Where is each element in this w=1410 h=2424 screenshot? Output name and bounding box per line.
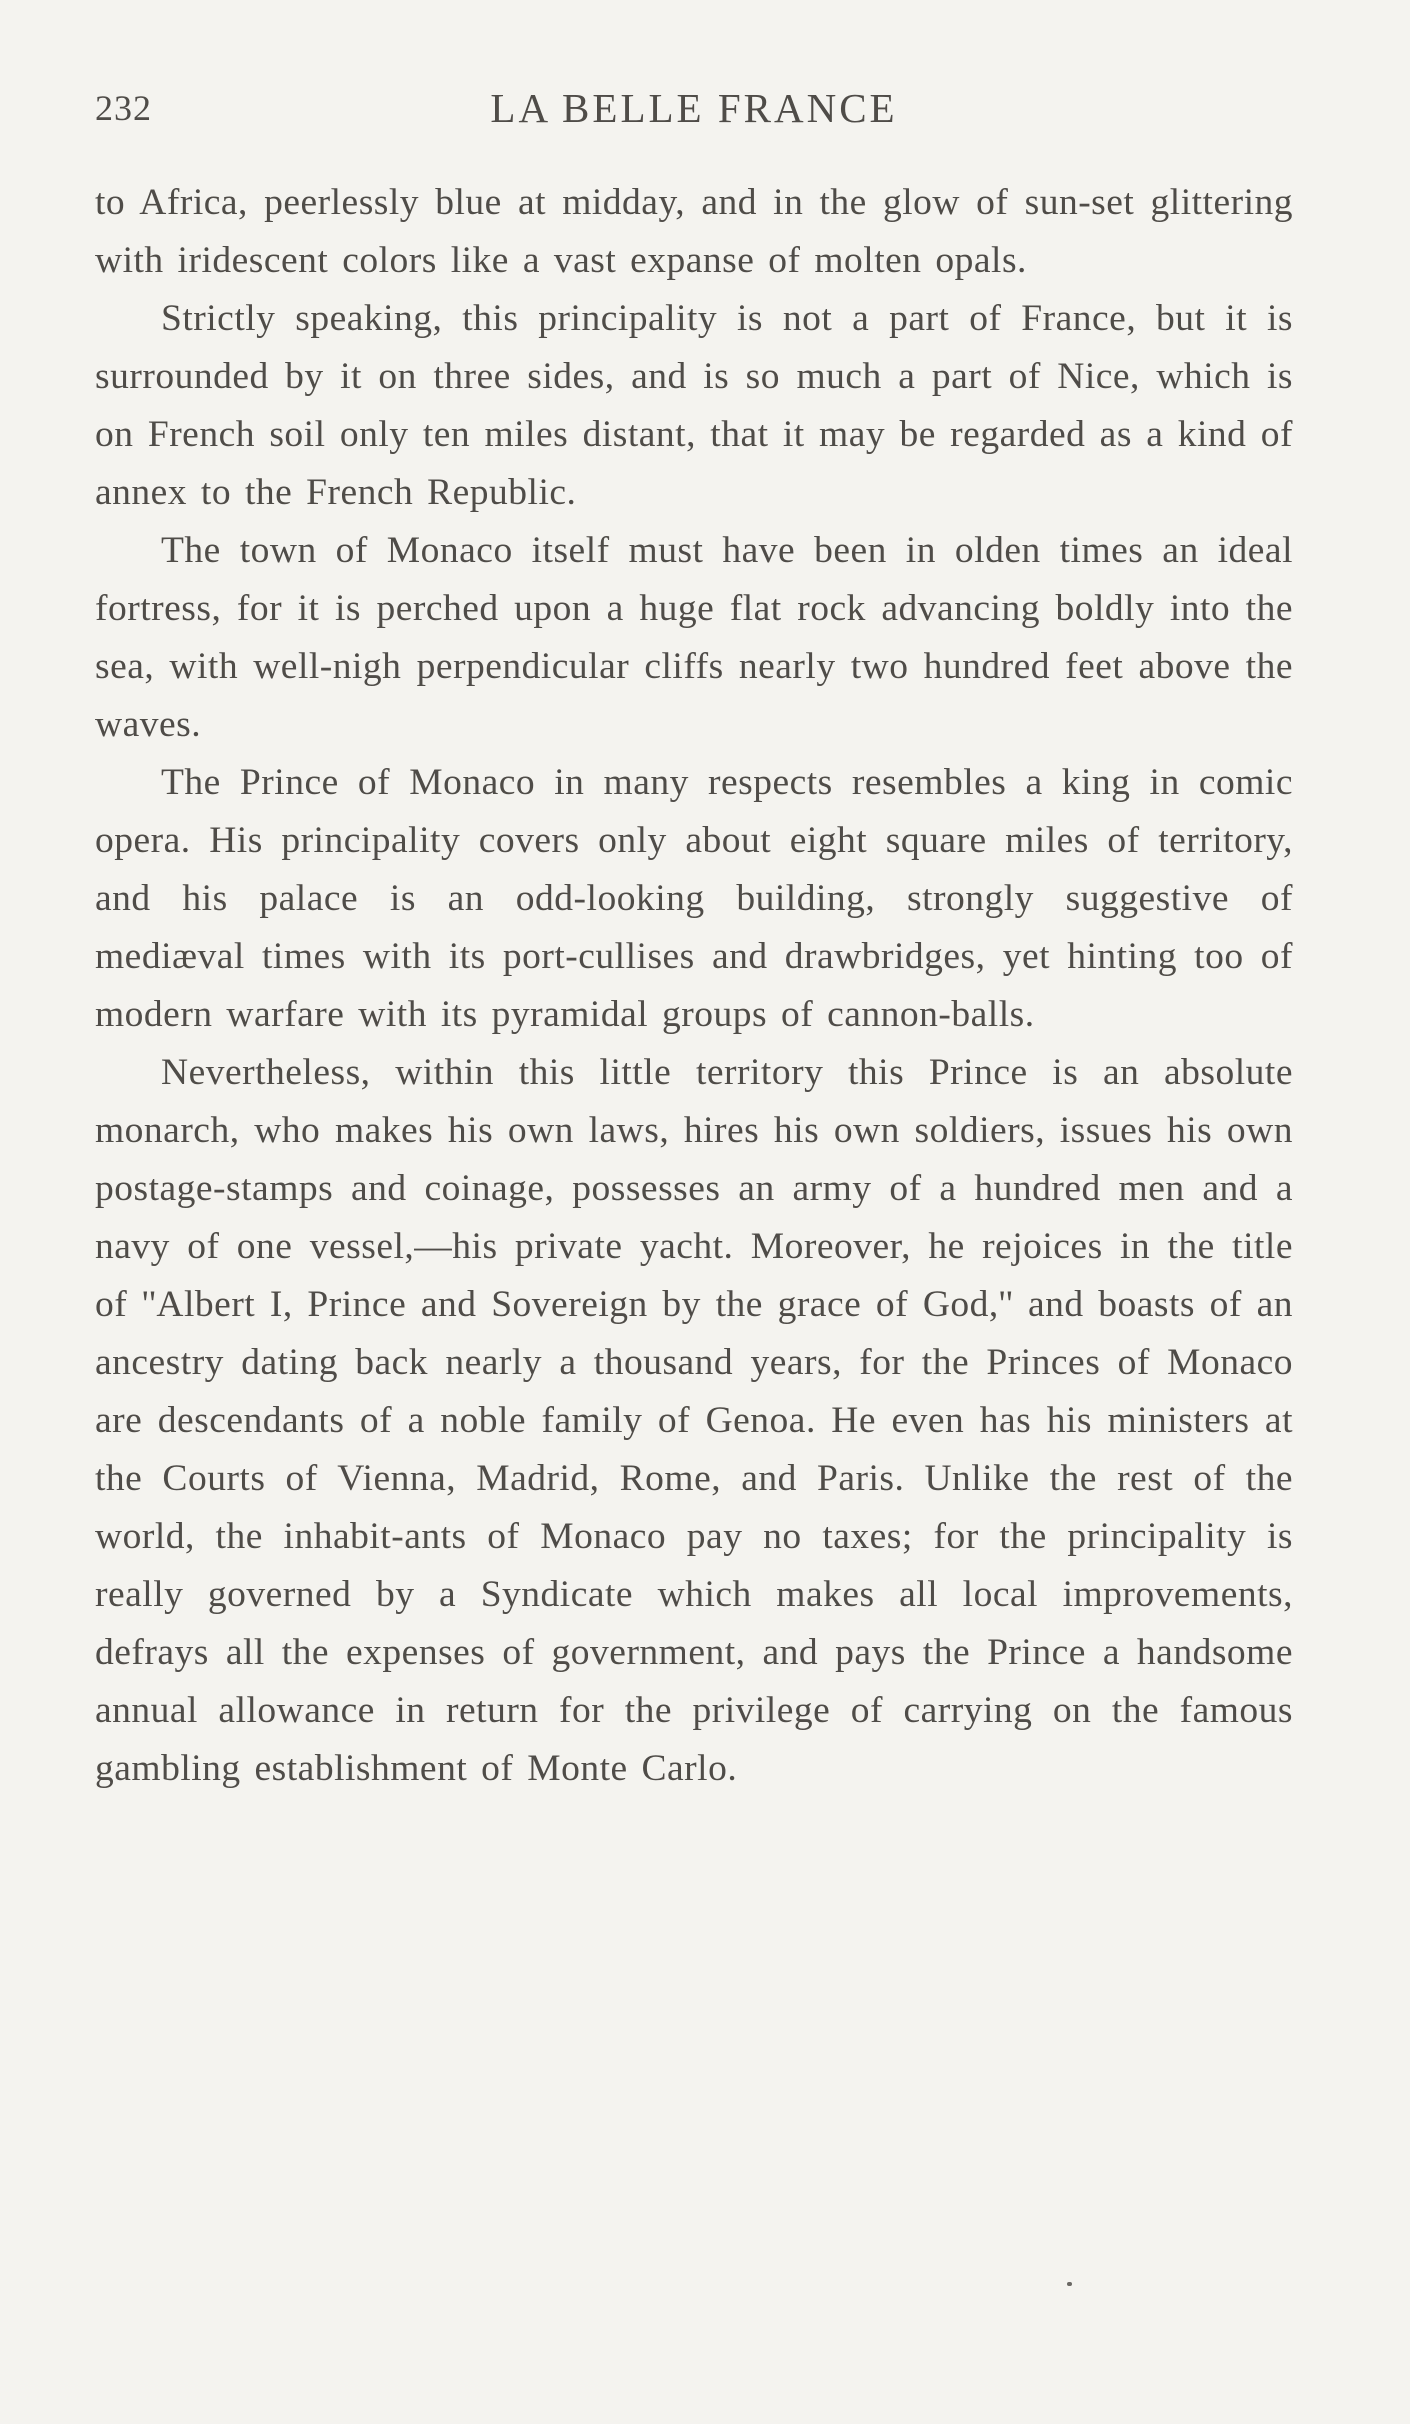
- running-head: [95, 78, 1293, 138]
- paragraph-continued: to Africa, peerlessly blue at midday, and in the glow of sun-set glittering with iridescent colors like a vast expanse of molten opals.: [95, 182, 1293, 281]
- page-number: 232: [95, 88, 152, 128]
- print-speck: [1067, 2282, 1072, 2286]
- text-body: [95, 174, 1293, 1798]
- paragraph-town-of-monaco: The town of Monaco itself must have been in olden times an ideal fortress, for it is perched upon a huge flat rock advancing boldly into the sea, with well-nigh perpendicular cliffs nearly two hundred feet above the waves.: [95, 530, 1293, 745]
- paragraph-nevertheless: Nevertheless, within this little territory this Prince is an absolute monarch, who makes his own laws, hires his own soldiers, issues his own postage-stamps and coinage, possesses an army of a hundred men and a navy of one vessel,—his private yacht. Moreover, he rejoices in the title of ''Albert I, Prince and Sovereign by the grace of God,'' and boasts of an ancestry dating back nearly a thousand years, for the Princes of Monaco are descendants of a noble family of Genoa. He even has his ministers at the Courts of Vienna, Madrid, Rome, and Paris. Unlike the rest of the world, the inhabit-ants of Monaco pay no taxes; for the principality is really governed by a Syndicate which makes all local improvements, defrays all the expenses of government, and pays the Prince a handsome annual allowance in return for the privilege of carrying on the famous gambling establishment of Monte Carlo.: [95, 1052, 1293, 1789]
- book-title: LA BELLE FRANCE: [490, 85, 898, 131]
- paragraph-principality: Strictly speaking, this principality is not a part of France, but it is surrounded by it on three sides, and is so much a part of Nice, which is on French soil only ten miles distant, that it may be regarded as a kind of annex to the French Republic.: [95, 298, 1293, 513]
- paragraph-prince: The Prince of Monaco in many respects resembles a king in comic opera. His principality covers only about eight square miles of territory, and his palace is an odd-looking building, strongly suggestive of mediæval times with its port-cullises and drawbridges, yet hinting too of modern warfare with its pyramidal groups of cannon-balls.: [95, 762, 1293, 1035]
